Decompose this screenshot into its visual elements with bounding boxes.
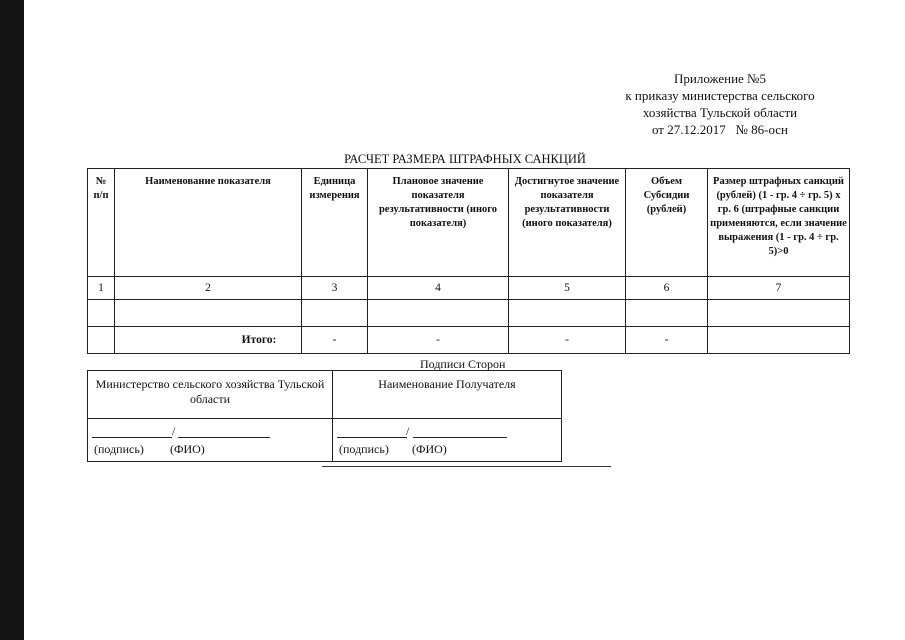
name-line [178,437,270,438]
table-cell [509,300,626,327]
table-cell [368,300,509,327]
name-label: (ФИО) [170,442,205,456]
table-cell [302,300,368,327]
scan-edge [0,0,24,640]
penalty-table [87,168,850,354]
name-label: (ФИО) [412,442,447,456]
total-penalty [708,327,850,354]
recipient-party: Наименование Получателя [333,371,562,419]
appendix-line-2: к приказу министерства сельского [625,88,815,103]
column-number: 3 [302,277,368,300]
signature-line [92,437,172,438]
signatures-caption: Подписи Сторон [420,357,506,371]
column-number: 1 [88,277,115,300]
table-cell [708,300,850,327]
header-penalty-amount: Размер штрафных санкций (рублей) (1 - гр. 4 ÷ гр. 5) х гр. 6 (штрафные санкции применяются, если значение выражения (1 - гр. 4 ÷ гр. 5)>0 [708,169,850,277]
header-indicator-name: Наименование показателя [115,169,302,277]
column-number-row [88,277,850,300]
signature-label: (подпись) [94,442,144,456]
column-number: 7 [708,277,850,300]
total-row [88,327,850,354]
total-achieved: - [509,327,626,354]
column-number: 4 [368,277,509,300]
signature-label: (подпись) [339,442,389,456]
table-cell [88,327,115,354]
ministry-signature-cell [88,419,333,462]
table-cell [115,300,302,327]
total-label: Итого: [115,327,302,354]
appendix-line-4: от 27.12.2017 № 86-осн [651,122,789,137]
table-cell [626,300,708,327]
appendix-line-3: хозяйства Тульской области [642,105,798,120]
total-unit: - [302,327,368,354]
column-number: 2 [115,277,302,300]
signature-line [337,437,407,438]
column-number: 6 [626,277,708,300]
table-row [88,300,850,327]
header-number: № п/п [88,169,115,277]
header-subsidy-volume: Объем Субсидии (рублей) [626,169,708,277]
column-number: 5 [509,277,626,300]
header-row [88,169,850,277]
slash: / [406,424,410,438]
recipient-signature-cell [333,419,562,462]
appendix-block [580,70,860,138]
total-subsidy: - [626,327,708,354]
total-planned: - [368,327,509,354]
signatures-table [87,370,562,462]
signatures-head-row [88,371,562,419]
bottom-divider [322,466,611,467]
name-line [413,437,507,438]
document-title: РАСЧЕТ РАЗМЕРА ШТРАФНЫХ САНКЦИЙ [344,152,586,166]
table-cell [88,300,115,327]
appendix-line-1: Приложение №5 [674,71,766,86]
header-achieved-value: Достигнутое значение показателя результативности (иного показателя) [509,169,626,277]
slash: / [172,424,176,438]
ministry-party: Министерство сельского хозяйства Тульской области [88,371,333,419]
signatures-sign-row [88,419,562,462]
header-planned-value: Плановое значение показателя результативности (иного показателя) [368,169,509,277]
header-unit: Единица измерения [302,169,368,277]
